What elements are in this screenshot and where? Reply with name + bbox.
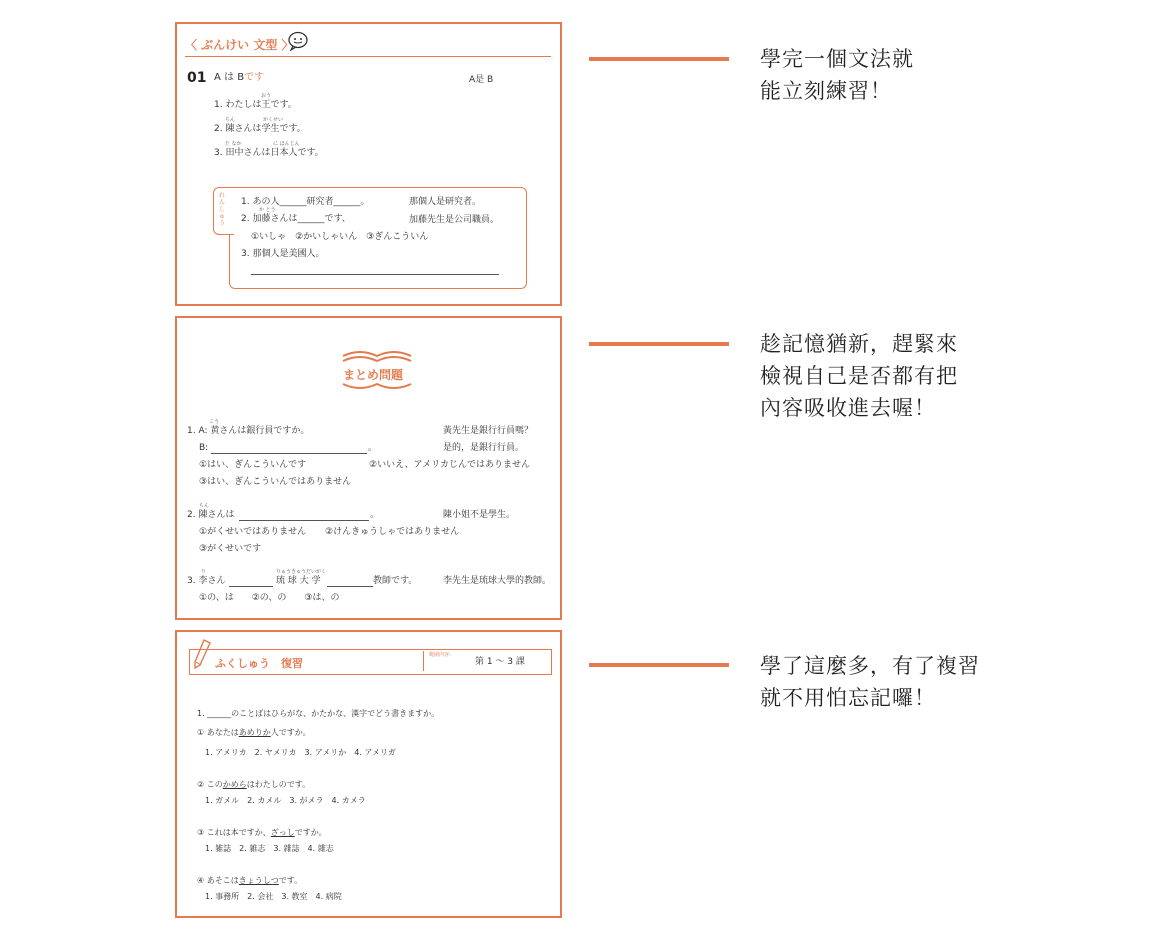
item-target: ざっし xyxy=(270,828,295,837)
item-text: ですか。 xyxy=(294,828,327,837)
item-text: ② この xyxy=(197,780,223,789)
item-text: はわたしのです。 xyxy=(246,780,311,789)
item-text: ③ これは本ですか、 xyxy=(197,828,271,837)
q2-option2: ②けんきゅうしゃではありません xyxy=(325,527,460,537)
item-target: かめら xyxy=(222,780,247,789)
q1-option2: ②いいえ、アメリカじんではありません xyxy=(369,460,530,470)
practice-q1: 1. あの人______研究者______。 xyxy=(241,197,370,207)
pattern-number: 01 xyxy=(187,70,207,86)
caption-line: 學了這麼多，有了複習 xyxy=(760,654,980,678)
q2-option1: ①がくせいではありません xyxy=(199,527,307,537)
q1-translation1: 黃先生是銀行行員嗎？ xyxy=(443,426,534,436)
furigana: がくせい xyxy=(263,117,284,123)
furigana: ちん xyxy=(199,503,210,509)
caption-line: 學完一個文法就 xyxy=(760,47,914,71)
furigana: か とう xyxy=(259,207,276,213)
q1-line2: B: xyxy=(199,443,209,453)
range-value: 第 1 ～ 3 課 xyxy=(475,657,525,667)
review-item-3 xyxy=(197,828,327,838)
item-target: きょうしつ xyxy=(238,876,279,885)
q3-translation: 李先生是琉球大學的教師。 xyxy=(443,576,552,586)
pattern xyxy=(214,72,264,84)
answer-line xyxy=(211,453,367,454)
example-sentence-2: 2. 陳さんは学生です。 xyxy=(214,124,306,134)
practice-label: れんしゅう xyxy=(219,192,226,227)
pencil-icon xyxy=(191,638,213,670)
review-title: ふくしゅう 復習 xyxy=(215,657,303,670)
q1-option1: ①はい、ぎんこういんです xyxy=(199,460,307,470)
q1-line1: 1. A: 黄さんは銀行員ですか。 xyxy=(187,426,310,436)
item-target: あめりか xyxy=(238,728,271,737)
caption-line: 就不用怕忘記囉！ xyxy=(760,686,936,710)
furigana: りゅうきゅうだいがく xyxy=(276,569,327,575)
q2-option3: ③がくせいです xyxy=(199,544,262,554)
furigana: おう xyxy=(261,93,272,99)
practice-q3: 3. 那個人是美國人。 xyxy=(241,249,325,259)
q1-translation2: 是的，是銀行行員。 xyxy=(443,443,525,453)
caption-2 xyxy=(760,328,958,424)
pattern-translation: A是 B xyxy=(469,75,494,85)
furigana: ちん xyxy=(225,117,236,123)
caption-line: 內容吸收進去喔！ xyxy=(760,396,936,420)
q3-part-a: 3. 李さん xyxy=(187,576,226,586)
q2-line: 2. 陳さんは xyxy=(187,510,235,520)
review-instruction: 1. ______のことばはひらがな、かたかな、漢字でどう書きますか。 xyxy=(197,709,440,718)
practice-q2-options: ①いしゃ ②かいしゃいん ③ぎんこういん xyxy=(251,232,429,242)
example-sentence-1: 1. わたしは王です。 xyxy=(214,100,297,110)
caption-line: 檢視自己是否都有把 xyxy=(760,364,958,388)
answer-line xyxy=(229,586,273,587)
summary-quiz-panel xyxy=(175,316,562,620)
furigana: り xyxy=(201,569,207,575)
caption-1 xyxy=(760,43,914,107)
review-item-4-options: 1. 事務所 2. 会社 3. 教室 4. 病院 xyxy=(205,892,342,901)
speech-bubble-icon xyxy=(287,31,309,51)
connector-line-3 xyxy=(589,663,729,667)
practice-q1-translation: 那個人是研究者。 xyxy=(409,197,482,207)
connector-line-2 xyxy=(589,342,729,346)
furigana: に ほんじん xyxy=(273,141,300,147)
item-text: ④ あそこは xyxy=(197,876,239,885)
review-item-1 xyxy=(197,728,311,738)
q1-option3: ③はい、ぎんこういんではありません xyxy=(199,477,352,487)
answer-line xyxy=(239,520,369,521)
furigana: た なか xyxy=(225,141,242,147)
answer-line xyxy=(251,274,499,275)
review-panel xyxy=(175,630,562,918)
furigana: こう xyxy=(209,419,220,425)
pattern-prefix: A は B xyxy=(214,72,245,83)
item-text: です。 xyxy=(278,876,303,885)
review-item-2 xyxy=(197,780,310,790)
q3-part-c: 教師です。 xyxy=(373,576,418,586)
practice-q2: 2. 加藤さんは______です、 xyxy=(241,214,351,224)
review-item-1-options: 1. アメリカ 2. ヤメリカ 3. アメリか 4. アメリガ xyxy=(205,748,396,757)
caption-line: 趁記憶猶新，趕緊來 xyxy=(760,332,958,356)
answer-line xyxy=(327,586,373,587)
item-text: ① あなたは xyxy=(197,728,239,737)
divider xyxy=(423,651,424,671)
section-title: まとめ問題 xyxy=(343,368,404,382)
caption-3 xyxy=(760,650,980,714)
caption-line: 能立刻練習！ xyxy=(760,79,892,103)
period: 。 xyxy=(368,443,378,453)
review-item-4 xyxy=(197,876,302,886)
grammar-pattern-panel xyxy=(175,22,562,306)
q3-options: ①の、は ②の、の ③は、の xyxy=(199,593,340,603)
review-item-3-options: 1. 雑誌 2. 雑志 3. 雜誌 4. 雜志 xyxy=(205,844,334,853)
q2-translation: 陳小姐不是學生。 xyxy=(443,510,516,520)
item-text: 人ですか。 xyxy=(270,728,311,737)
review-item-2-options: 1. ガメル 2. カメル 3. がメラ 4. カメラ xyxy=(205,796,366,805)
range-label: 範圍內容: xyxy=(429,652,451,658)
panel-header: 〈 ぶんけい 文型 〉 xyxy=(185,38,294,52)
practice-q2-translation: 加藤先生是公司職員。 xyxy=(409,215,500,225)
pattern-suffix: です xyxy=(244,72,265,83)
connector-line-1 xyxy=(589,57,729,61)
q3-part-b: 琉 球 大 学 xyxy=(276,576,321,586)
period: 。 xyxy=(370,510,380,520)
example-sentence-3: 3. 田中さんは日本人です。 xyxy=(214,148,324,158)
